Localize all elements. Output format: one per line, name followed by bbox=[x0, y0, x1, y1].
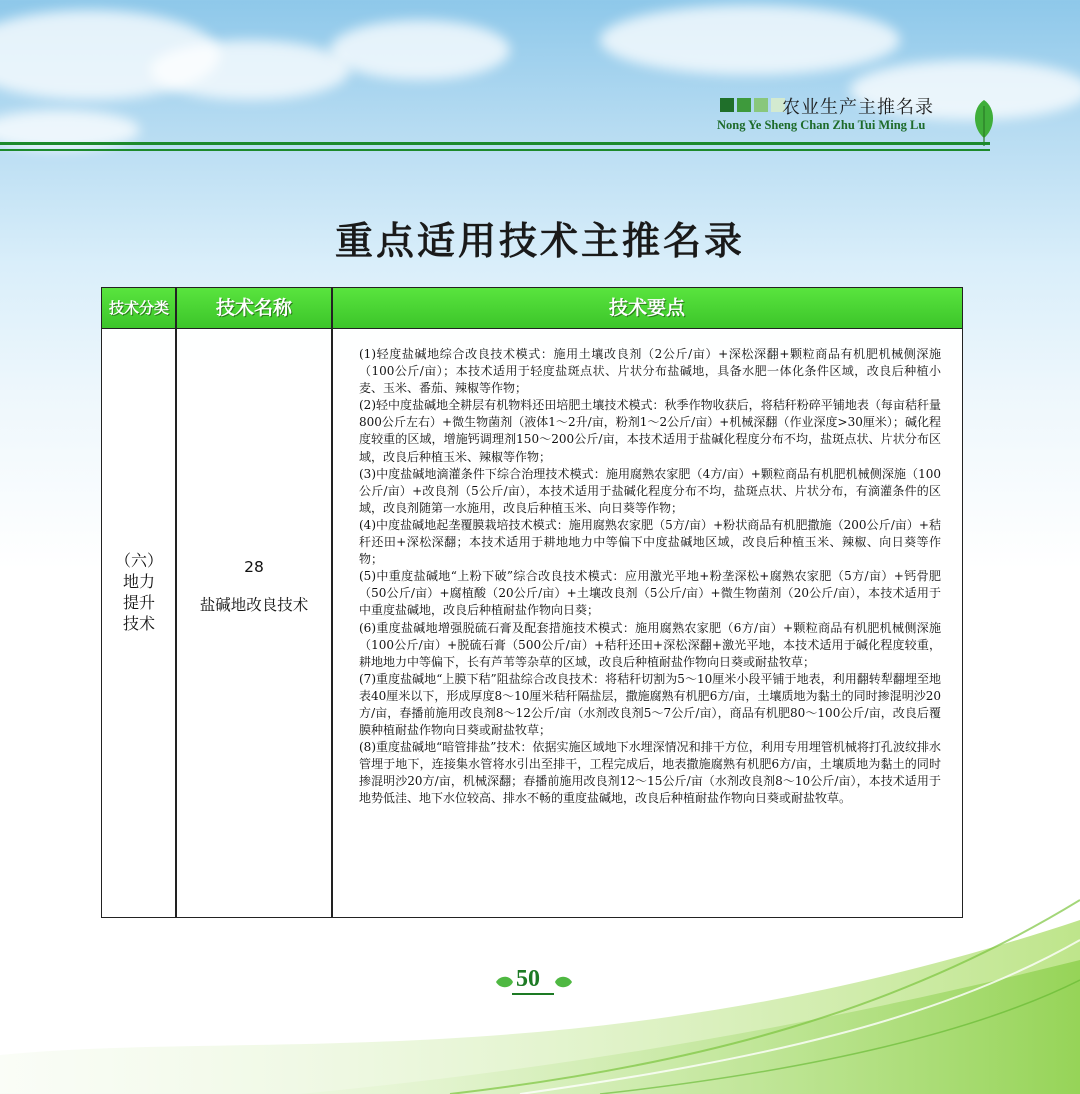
header-brand bbox=[717, 97, 1020, 148]
key-points-cell bbox=[359, 346, 941, 808]
key-point: (5)中重度盐碱地“上粉下破”综合改良技术模式：应用激光平地+粉垄深松+腐熟农家肥（5方/亩）+钙骨肥（50公斤/亩）+腐植酸（20公斤/亩）+土壤改良剂（5公斤/亩）+微生物菌剂（20公斤/亩），本技术适用于中重度盐碱地，改良后种植耐盐作物向日葵； bbox=[359, 569, 941, 618]
header-category: 技术分类 bbox=[108, 299, 169, 317]
leaf-icon bbox=[494, 975, 514, 989]
page-number-badge bbox=[494, 966, 574, 996]
header-name: 技术名称 bbox=[215, 297, 292, 319]
brand-square bbox=[737, 98, 751, 112]
brand-square bbox=[754, 98, 768, 112]
table-header bbox=[102, 288, 962, 329]
category-line: （六） bbox=[114, 551, 163, 570]
key-point: (6)重度盐碱地增强脱硫石膏及配套措施技术模式：施用腐熟农家肥（6方/亩）+颗粒商品有机肥机械侧深施（100公斤/亩）+脱硫石膏（500公斤/亩）+秸秆还田+深松深翻+激光平地，本技术适用于碱化程度较重，耕地地力中等偏下，长有芦苇等杂草的区域，改良后种植耐盐作物向日葵或耐盐牧草； bbox=[359, 620, 941, 669]
tech-name-cell bbox=[176, 554, 332, 618]
tech-name: 盐碱地改良技术 bbox=[199, 596, 309, 614]
cloud-decoration bbox=[600, 5, 900, 75]
cloud-decoration bbox=[330, 20, 510, 80]
key-point: (3)中度盐碱地滴灌条件下综合治理技术模式：施用腐熟农家肥（4方/亩）+颗粒商品有机肥机械侧深施（100公斤/亩）+改良剂（5公斤/亩），本技术适用于盐碱化程度分布不均，盐斑点状、片状分布，有滴灌条件的区域，改良剂随第一水施用，改良后种植玉米、向日葵等作物； bbox=[359, 466, 941, 515]
header-rule bbox=[0, 142, 990, 145]
key-point: (8)重度盐碱地“暗管排盐”技术：依据实施区域地下水埋深情况和排干方位，利用专用埋管机械将打孔波纹排水管埋于地下，连接集水管将水引出至排干，工程完成后，地表撒施腐熟有机肥6方/亩，土壤质地为黏土的同时掺混明沙20方/亩，机械深翻；春播前施用改良剂12～15公斤/亩（水剂改良剂8～10公斤/亩），本技术适用于地势低洼、地下水位较高、排水不畅的重度盐碱地，改良后种植耐盐作物向日葵或耐盐牧草。 bbox=[359, 740, 941, 806]
category-line: 地力 bbox=[122, 572, 155, 591]
category-line: 提升 bbox=[122, 593, 155, 612]
leaf-icon bbox=[554, 975, 574, 989]
key-point: (4)中度盐碱地起垄覆膜栽培技术模式：施用腐熟农家肥（5方/亩）+粉状商品有机肥撒施（200公斤/亩）+秸秆还田+深松深翻；本技术适用于耕地地力中等偏下中度盐碱地区域，改良后种植玉米、辣椒、向日葵等作物； bbox=[359, 517, 941, 567]
tech-table bbox=[101, 287, 963, 918]
tech-number: 28 bbox=[244, 558, 264, 576]
page-title: 重点适用技术主推名录 bbox=[334, 219, 745, 263]
page-number: 50 bbox=[516, 966, 540, 992]
header-key-points: 技术要点 bbox=[608, 297, 685, 319]
key-point: (1)轻度盐碱地综合改良技术模式：施用土壤改良剂（2公斤/亩）+深松深翻+颗粒商品有机肥机械侧深施（100公斤/亩）；本技术适用于轻度盐斑点状、片状分布盐碱地，具备水肥一体化条件区域，改良后种植小麦、玉米、番茄、辣椒等作物； bbox=[359, 347, 941, 396]
brand-squares bbox=[720, 98, 785, 112]
brand-subtitle: Nong Ye Sheng Chan Zhu Tui Ming Lu bbox=[717, 118, 926, 132]
brand-square bbox=[720, 98, 734, 112]
category-line: 技术 bbox=[122, 614, 155, 633]
brand-title: 农业生产主推名录 bbox=[782, 97, 934, 118]
category-cell bbox=[102, 550, 176, 634]
key-point: (2)轻中度盐碱地全耕层有机物料还田培肥土壤技术模式：秋季作物收获后，将秸秆粉碎平铺地表（每亩秸秆量800公斤左右）+微生物菌剂（液体1～2升/亩，粉剂1～2公斤/亩）+机械深翻（作业深度>30厘米）；碱化程度较重的区域，增施钙调理剂150～200公斤/亩，本技术适用于盐碱化程度分布不均，盐斑点状、片状分布区域，改良后种植玉米、辣椒等作物； bbox=[359, 398, 941, 464]
key-point: (7)重度盐碱地“上膜下秸”阻盐综合改良技术：将秸秆切割为5～10厘米小段平铺于地表，利用翻转犁翻埋至地表40厘米以下，形成厚度8～10厘米秸秆隔盐层，撒施腐熟有机肥6方/亩，土壤质地为黏土的同时掺混明沙20方/亩，春播前施用改良剂8～12公斤/亩（水剂改良剂5～7公斤/亩），商品有机肥80～100公斤/亩，改良后覆膜种植耐盐作物向日葵或耐盐牧草； bbox=[359, 671, 941, 738]
leaf-icon bbox=[970, 98, 998, 148]
header-rule-thin bbox=[0, 149, 990, 151]
cloud-decoration bbox=[150, 40, 350, 100]
page-number-underline bbox=[512, 993, 554, 995]
